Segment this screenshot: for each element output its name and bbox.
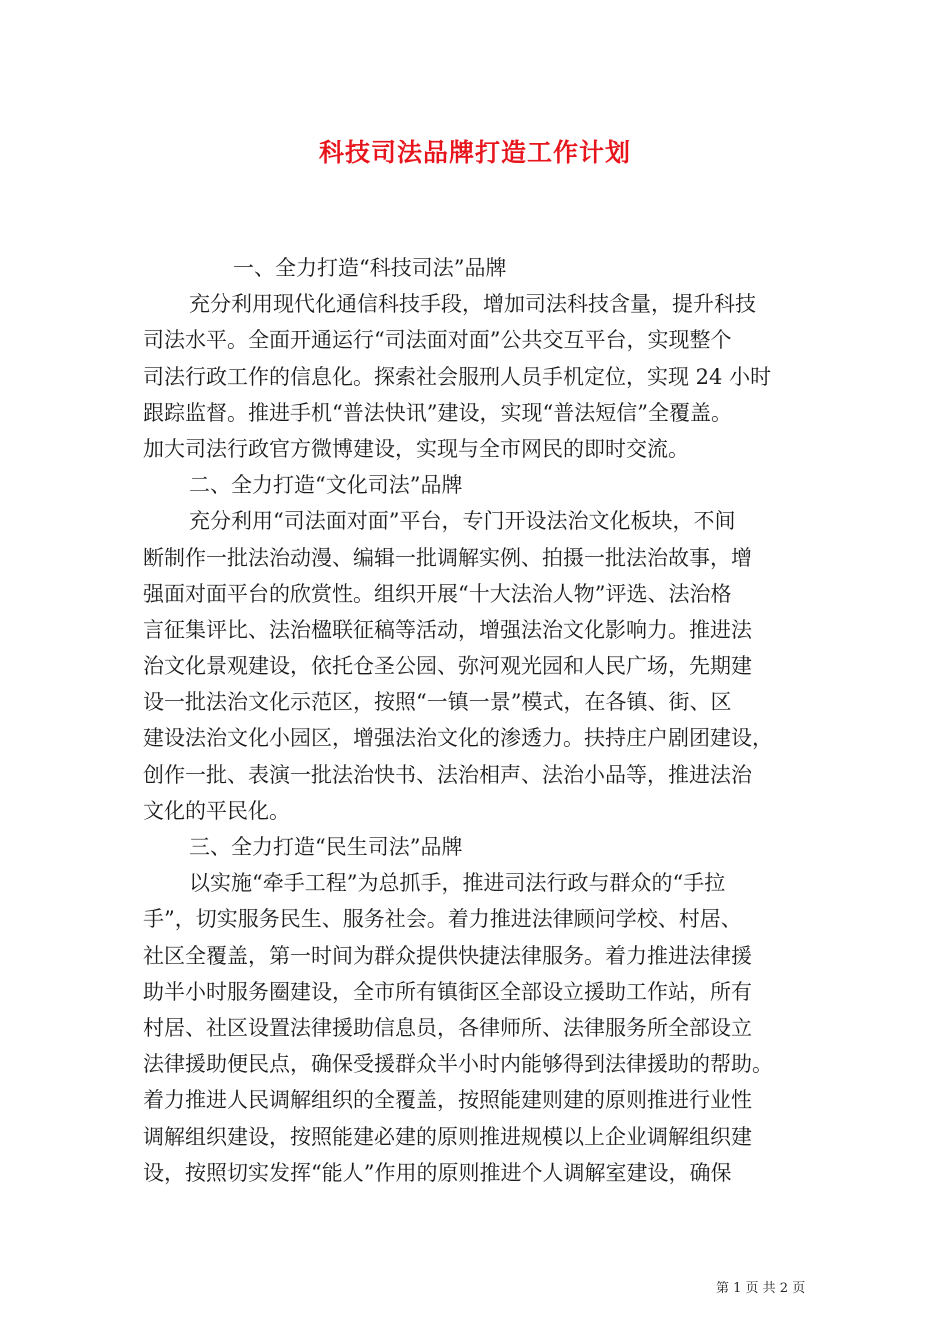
paragraph-line: 断制作一批法治动漫、编辑一批调解实例、拍摄一批法治故事，增: [143, 545, 752, 570]
paragraph-line: 建设法治文化小园区，增强法治文化的渗透力。扶持庄户剧团建设，: [143, 726, 773, 751]
paragraph-line: 调解组织建设，按照能建必建的原则推进规模以上企业调解组织建: [143, 1124, 752, 1149]
document-body: [143, 250, 823, 1191]
paragraph-line: 司法行政工作的信息化。探索社会服刑人员手机定位，实现 24 小时: [143, 364, 772, 389]
paragraph-line: 文化的平民化。: [143, 798, 290, 823]
paragraph-line: 充分利用现代化通信科技手段，增加司法科技含量，提升科技: [189, 292, 756, 317]
paragraph-line: 加大司法行政官方微博建设，实现与全市网民的即时交流。: [143, 436, 689, 461]
paragraph-line: 设，按照切实发挥“能人”作用的原则推进个人调解室建设，确保: [143, 1160, 732, 1185]
paragraph-line: 法律援助便民点，确保受援群众半小时内能够得到法律援助的帮助。: [143, 1052, 773, 1077]
paragraph-line: 司法水平。全面开通运行“司法面对面”公共交互平台，实现整个: [143, 328, 732, 353]
paragraph-line: 助半小时服务圈建设，全市所有镇街区全部设立援助工作站，所有: [143, 979, 752, 1004]
paragraph-line: 强面对面平台的欣赏性。组织开展“十大法治人物”评选、法治格: [143, 581, 732, 606]
paragraph-line: 充分利用“司法面对面”平台，专门开设法治文化板块，不间: [189, 509, 736, 534]
paragraph-line: 治文化景观建设，依托仓圣公园、弥河观光园和人民广场，先期建: [143, 654, 752, 679]
paragraph-line: 村居、社区设置法律援助信息员，各律师所、法律服务所全部设立: [143, 1015, 752, 1040]
section-heading-1: 一、全力打造“科技司法”品牌: [233, 256, 507, 280]
section-heading-2: 二、全力打造“文化司法”品牌: [189, 473, 463, 498]
paragraph-line: 着力推进人民调解组织的全覆盖，按照能建则建的原则推进行业性: [143, 1088, 752, 1113]
paragraph-line: 创作一批、表演一批法治快书、法治相声、法治小品等，推进法治: [143, 762, 752, 787]
paragraph-line: 社区全覆盖，第一时间为群众提供快捷法律服务。着力推进法律援: [143, 943, 752, 968]
section-heading-3: 三、全力打造“民生司法”品牌: [189, 835, 463, 859]
paragraph-line: 以实施“牵手工程”为总抓手，推进司法行政与群众的“手拉: [189, 871, 726, 896]
paragraph-line: 言征集评比、法治楹联征稿等活动，增强法治文化影响力。推进法: [143, 617, 752, 642]
paragraph-line: 设一批法治文化示范区，按照“一镇一景”模式，在各镇、街、区: [143, 690, 732, 715]
document-title: 科技司法品牌打造工作计划: [318, 138, 631, 167]
paragraph-line: 跟踪监督。推进手机“普法快讯”建设，实现“普法短信”全覆盖。: [143, 400, 732, 425]
page-number-footer: 第 1 页 共 2 页: [716, 1281, 806, 1296]
paragraph-line: 手”，切实服务民生、服务社会。着力推进法律顾问学校、村居、: [143, 907, 742, 932]
